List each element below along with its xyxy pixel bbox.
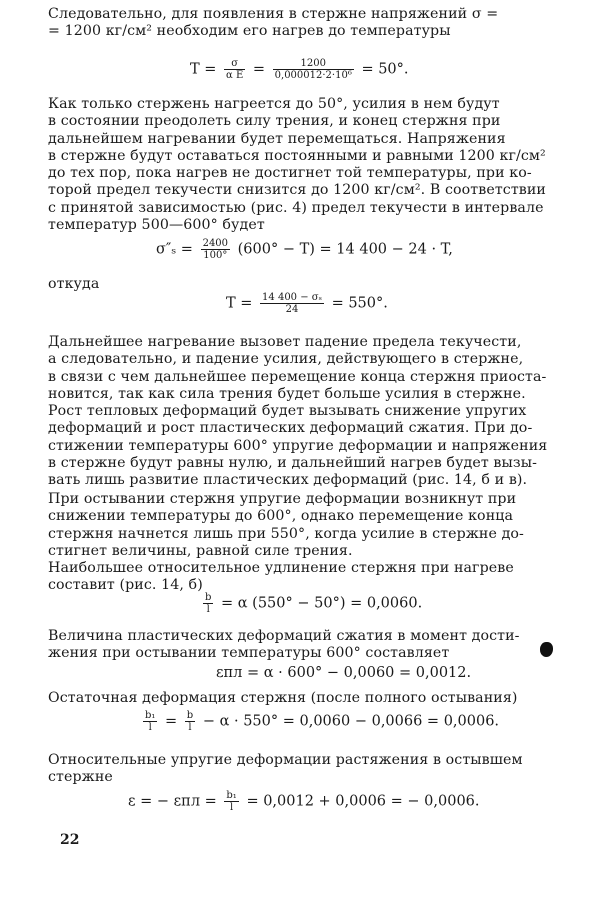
paragraph-stress-constant bbox=[48, 96, 555, 234]
formula-residual bbox=[140, 710, 499, 733]
numerator: b bbox=[205, 592, 212, 603]
text-line: с принятой зависимостью (рис. 4) предел текучести в интервале bbox=[48, 199, 544, 216]
formula-rhs: = 50°. bbox=[361, 61, 409, 78]
text-line: торой предел текучести снизится до 1200 кг/см². В соответствии bbox=[48, 182, 546, 199]
text-line: Дальнейшее нагревание вызовет падение предела текучести, bbox=[48, 334, 522, 350]
fraction bbox=[224, 790, 238, 813]
fraction bbox=[224, 58, 245, 81]
fraction bbox=[201, 238, 230, 261]
formula-yield-stress bbox=[156, 238, 453, 261]
fraction bbox=[203, 592, 213, 615]
text-line: в состоянии преодолеть силу трения, и конец стержня при bbox=[48, 113, 501, 130]
text-line: стержня начнется лишь при 550°, когда усилие в стержне до- bbox=[48, 525, 524, 542]
denominator: 24 bbox=[285, 304, 299, 315]
text-line: в связи с чем дальнейшее перемещение конца стержня приоста- bbox=[48, 368, 547, 385]
fraction bbox=[185, 710, 195, 733]
text-line: = 1200 кг/см² необходим его нагрев до температуры bbox=[48, 23, 451, 40]
text-line: в стержне будут оставаться постоянными и равными 1200 кг/см² bbox=[48, 147, 546, 164]
fraction bbox=[260, 292, 324, 315]
numerator: 2400 bbox=[202, 238, 229, 249]
page-number: 22 bbox=[60, 832, 80, 848]
text-line: Относительные упругие деформации растяжения в остывшем bbox=[48, 752, 523, 768]
formula-lhs: σ″ₛ = bbox=[156, 241, 193, 258]
formula-rhs: = 550°. bbox=[331, 295, 388, 312]
paragraph-whence bbox=[48, 276, 555, 293]
denominator: l bbox=[230, 802, 234, 813]
denominator: l bbox=[206, 604, 210, 615]
fraction bbox=[273, 58, 354, 81]
text-line: до тех пор, пока нагрев не достигнет той температуры, при ко- bbox=[48, 165, 532, 182]
equals-sign: = bbox=[252, 61, 266, 78]
paragraph-cooling bbox=[48, 491, 555, 560]
text-line: снижении температуры до 600°, однако перемещение конца bbox=[48, 508, 514, 525]
numerator: 1200 bbox=[273, 58, 354, 70]
formula-rhs: (600° − T) = 14 400 − 24 · T, bbox=[237, 241, 453, 258]
text-line: Остаточная деформация стержня (после полного остывания) bbox=[48, 690, 518, 706]
paragraph-residual bbox=[48, 690, 555, 707]
text-line: деформаций и рост пластических деформаций сжатия. При до- bbox=[48, 420, 533, 437]
text-line: в стержне будут равны нулю, и дальнейший нагрев будет вызы- bbox=[48, 455, 538, 472]
paragraph-max-elongation bbox=[48, 560, 555, 595]
text-line: а следовательно, и падение усилия, действующего в стержне, bbox=[48, 351, 524, 368]
text-line: Величина пластических деформаций сжатия в момент дости- bbox=[48, 628, 520, 644]
numerator: σ bbox=[224, 58, 245, 70]
paragraph-intro bbox=[48, 6, 555, 41]
numerator: 14 400 − σₛ bbox=[262, 292, 322, 303]
text-line: Рост тепловых деформаций будет вызывать снижение упругих bbox=[48, 403, 527, 420]
text-line: Наибольшее относительное удлинение стержня при нагреве bbox=[48, 560, 514, 576]
equals-sign: = bbox=[165, 713, 178, 730]
text-line: стержне bbox=[48, 769, 113, 786]
text-line: При остывании стержня упругие деформации возникнут при bbox=[48, 491, 517, 507]
paragraph-further-heating bbox=[48, 334, 555, 490]
formula-rhs: − α · 550° = 0,0060 − 0,0066 = 0,0006. bbox=[202, 713, 500, 730]
text-line: составит (рис. 14, б) bbox=[48, 577, 203, 594]
fraction bbox=[143, 710, 157, 733]
numerator: b₁ bbox=[226, 790, 237, 801]
formula-lhs: T = bbox=[190, 61, 217, 78]
text-line: Следовательно, для появления в стержне напряжений σ = bbox=[48, 6, 499, 22]
text-line: вать лишь развитие пластических деформаций (рис. 14, б и в). bbox=[48, 472, 528, 489]
numerator: b bbox=[186, 710, 194, 721]
formula-rhs: = 0,0012 + 0,0006 = − 0,0006. bbox=[246, 793, 480, 810]
formula-elastic-strain bbox=[128, 790, 480, 813]
text-line: жения при остывании температуры 600° составляет bbox=[48, 645, 450, 662]
denominator: α E bbox=[226, 70, 244, 81]
paragraph-plastic-deformation bbox=[48, 628, 555, 663]
text-line: стижении температуры 600° упругие деформации и напряжения bbox=[48, 437, 548, 454]
text-line: новится, так как сила трения будет больше усилия в стержне. bbox=[48, 385, 526, 402]
denominator: l bbox=[148, 722, 152, 733]
text-line: стигнет величины, равной силе трения. bbox=[48, 542, 353, 559]
text-line: температур 500—600° будет bbox=[48, 217, 265, 234]
text-line: Как только стержень нагреется до 50°, усилия в нем будут bbox=[48, 96, 500, 112]
numerator: b₁ bbox=[145, 710, 156, 721]
formula-rhs: = α (550° − 50°) = 0,0060. bbox=[221, 595, 423, 612]
formula-elongation bbox=[200, 592, 422, 615]
denominator: l bbox=[188, 722, 192, 733]
formula-temperature-550 bbox=[226, 292, 388, 315]
denominator: 100° bbox=[203, 250, 228, 261]
formula-text: εпл = α · 600° − 0,0060 = 0,0012. bbox=[216, 665, 472, 681]
formula-lhs: T = bbox=[226, 295, 253, 312]
text-line: откуда bbox=[48, 276, 100, 292]
formula-temperature-50 bbox=[190, 58, 409, 81]
denominator: 0,000012·2·10⁶ bbox=[274, 70, 352, 81]
formula-plastic-strain bbox=[216, 664, 471, 682]
formula-lhs: ε = − εпл = bbox=[128, 793, 217, 810]
paragraph-elastic bbox=[48, 752, 555, 787]
text-line: дальнейшем нагревании будет перемещаться. Напряжения bbox=[48, 130, 506, 147]
